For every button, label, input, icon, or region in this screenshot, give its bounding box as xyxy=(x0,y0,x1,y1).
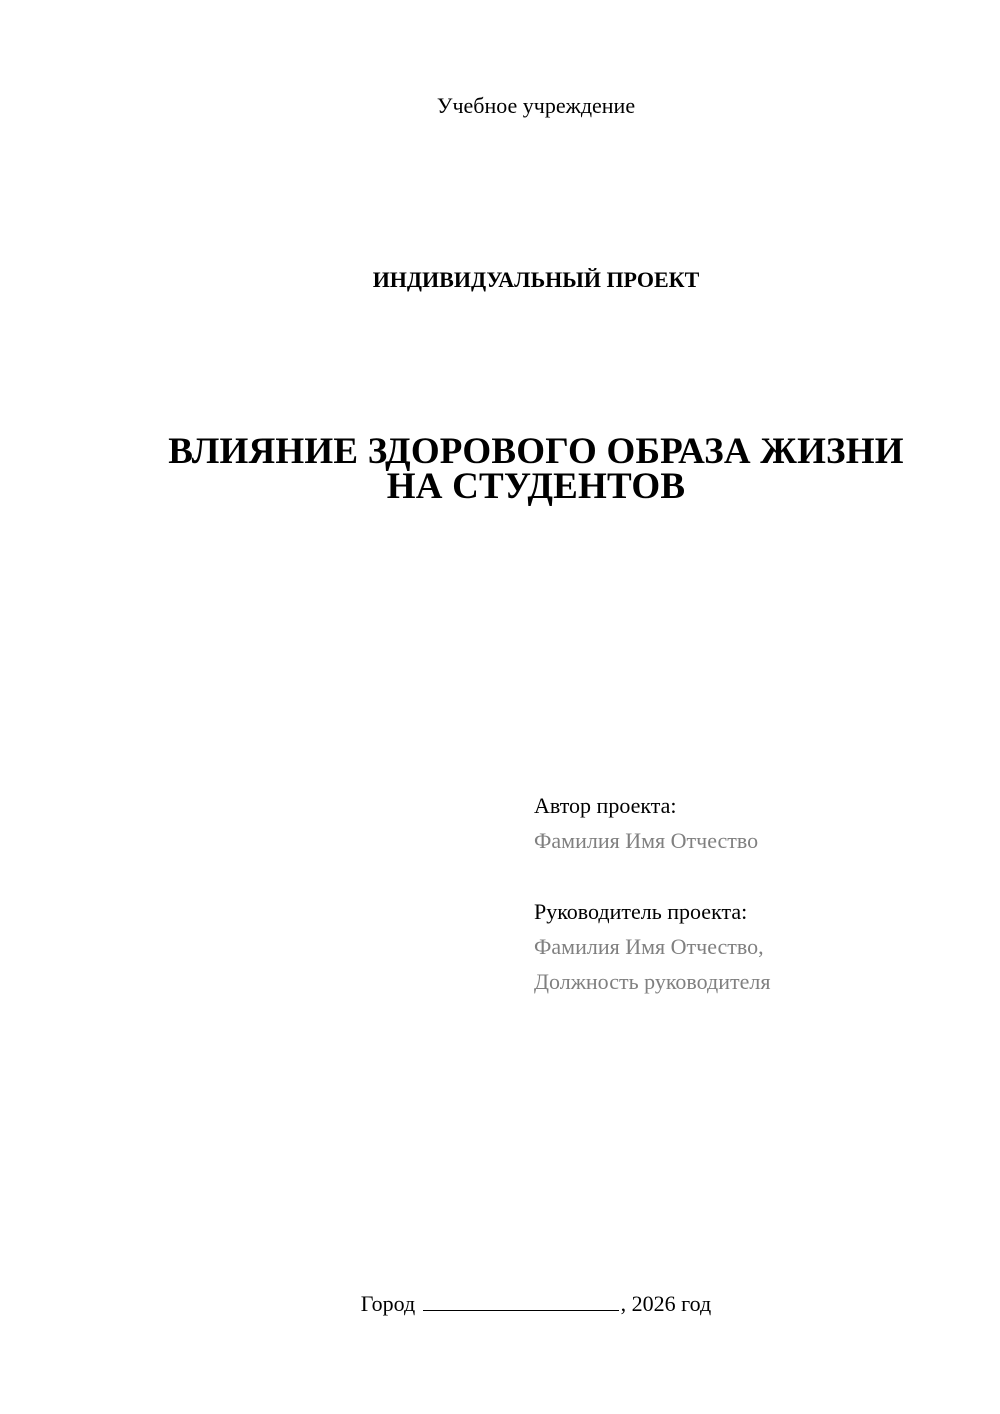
supervisor-position-placeholder: Должность руководителя xyxy=(534,969,771,994)
city-label: Город xyxy=(360,1291,416,1316)
author-block xyxy=(534,788,758,858)
institution-name: Учебное учреждение xyxy=(436,93,636,118)
year-text: , 2026 год xyxy=(620,1291,712,1316)
city-year-line xyxy=(0,1290,1000,1318)
city-blank-line xyxy=(423,1292,619,1311)
author-name-placeholder: Фамилия Имя Отчество xyxy=(534,828,759,853)
project-title-line-1: ВЛИЯНИЕ ЗДОРОВОГО ОБРАЗА ЖИЗНИ xyxy=(168,431,904,472)
project-title-line-2: НА СТУДЕНТОВ xyxy=(386,466,686,507)
project-type-heading: ИНДИВИДУАЛЬНЫЙ ПРОЕКТ xyxy=(372,267,700,292)
supervisor-label: Руководитель проекта: xyxy=(534,899,748,924)
author-label: Автор проекта: xyxy=(534,793,677,818)
supervisor-block xyxy=(534,894,770,999)
project-title xyxy=(100,431,972,507)
supervisor-name-placeholder: Фамилия Имя Отчество, xyxy=(534,934,764,959)
